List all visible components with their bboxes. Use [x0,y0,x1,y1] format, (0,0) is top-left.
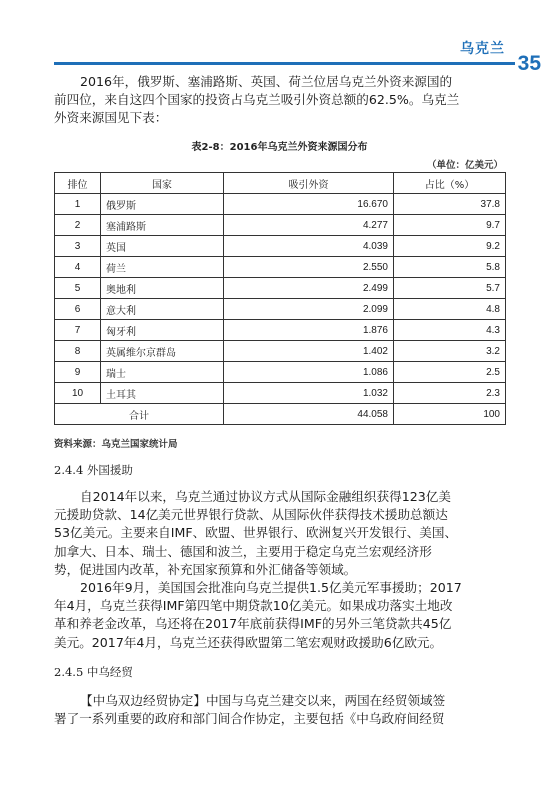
investment-cell: 2.550 [224,257,394,278]
table-row [55,362,506,383]
section-heading-china-ukraine-trade: 2.4.5 中乌经贸 [54,665,133,679]
total-share-cell: 100 [394,404,506,425]
text-line: 革和养老金改革，乌还将在2017年底前获得IMF的另外三笔贷款共45亿 [54,616,452,632]
column-header-share: 占比（%） [394,173,506,194]
column-header-investment: 吸引外资 [224,173,394,194]
header-title: 乌克兰 [460,41,505,57]
investment-cell: 1.086 [224,362,394,383]
text-line: 美元。2017年4月，乌克兰还获得欧盟第二笔宏观财政援助6亿欧元。 [54,634,443,650]
text-line: 元援助贷款、14亿美元世界银行贷款、从国际伙伴获得技术援助总额达 [54,507,448,523]
country-cell: 英国 [101,236,224,257]
share-cell: 3.2 [394,341,506,362]
table-row [55,383,506,404]
table-row [55,278,506,299]
total-investment-cell: 44.058 [224,404,394,425]
share-cell: 5.7 [394,278,506,299]
country-cell: 瑞士 [101,362,224,383]
share-cell: 9.7 [394,215,506,236]
text-line: 前四位，来自这四个国家的投资占乌克兰吸引外资总额的62.5%。乌克兰 [54,92,460,108]
share-cell: 37.8 [394,194,506,215]
share-cell: 9.2 [394,236,506,257]
rank-cell: 7 [55,320,101,341]
text-line: 外资来源国见下表： [54,110,168,126]
intro-paragraph [54,73,506,128]
country-cell: 土耳其 [101,383,224,404]
investment-cell: 1.402 [224,341,394,362]
column-header-rank: 排位 [55,173,101,194]
country-cell: 荷兰 [101,257,224,278]
total-label-cell: 合计 [55,404,224,425]
text-line: 【中乌双边经贸协定】中国与乌克兰建交以来，两国在经贸领域签 [80,693,446,708]
table-source-note: 资料来源：乌克兰国家统计局 [54,439,178,450]
text-line: 加拿大、日本、瑞士、德国和波兰，主要用于稳定乌克兰宏观经济形 [54,543,432,559]
investment-cell: 2.099 [224,299,394,320]
investment-cell: 4.277 [224,215,394,236]
investment-cell: 1.032 [224,383,394,404]
table-row [55,194,506,215]
foreign-aid-paragraph-2 [54,579,506,652]
rank-cell: 8 [55,341,101,362]
rank-cell: 4 [55,257,101,278]
table-total-row [55,404,506,425]
text-line: 势，促进国内改革，补充国家预算和外汇储备等领域。 [54,561,357,577]
foreign-aid-paragraph-1 [54,488,506,579]
rank-cell: 2 [55,215,101,236]
table-row [55,320,506,341]
country-cell: 英属维尔京群岛 [101,341,224,362]
text-line: 自2014年以来，乌克兰通过协议方式从国际金融组织获得123亿美 [80,489,451,504]
country-cell: 奥地利 [101,278,224,299]
country-cell: 俄罗斯 [101,194,224,215]
section-heading-foreign-aid: 2.4.4 外国援助 [54,463,133,477]
investment-cell: 16.670 [224,194,394,215]
table-row [55,299,506,320]
text-line: 2016年，俄罗斯、塞浦路斯、英国、荷兰位居乌克兰外资来源国的 [80,74,453,89]
share-cell: 2.5 [394,362,506,383]
column-header-country: 国家 [101,173,224,194]
table-row [55,257,506,278]
country-cell: 塞浦路斯 [101,215,224,236]
share-cell: 4.3 [394,320,506,341]
rank-cell: 6 [55,299,101,320]
rank-cell: 10 [55,383,101,404]
rank-cell: 5 [55,278,101,299]
china-ukraine-paragraph-1 [54,692,506,728]
rank-cell: 1 [55,194,101,215]
text-line: 年4月，乌克兰获得IMF第四笔中期贷款10亿美元。如果成功落实土地改 [54,598,453,614]
text-line: 署了一系列重要的政府和部门间合作协定，主要包括《中乌政府间经贸 [54,711,445,727]
investment-cell: 4.039 [224,236,394,257]
text-line: 53亿美元。主要来自IMF、欧盟、世界银行、欧洲复兴开发银行、美国、 [54,525,458,541]
share-cell: 4.8 [394,299,506,320]
table-header-row [55,173,506,194]
rank-cell: 3 [55,236,101,257]
header-rule [54,62,515,65]
table-caption: 表2-8：2016年乌克兰外资来源国分布 [191,142,368,153]
country-cell: 意大利 [101,299,224,320]
rank-cell: 9 [55,362,101,383]
table-row [55,236,506,257]
investment-cell: 1.876 [224,320,394,341]
investment-source-table [54,172,506,425]
table-unit: （单位：亿美元） [426,160,503,171]
investment-cell: 2.499 [224,278,394,299]
text-line: 2016年9月，美国国会批准向乌克兰提供1.5亿美元军事援助；2017 [80,580,462,595]
share-cell: 5.8 [394,257,506,278]
country-cell: 匈牙利 [101,320,224,341]
share-cell: 2.3 [394,383,506,404]
table-row [55,341,506,362]
table-row [55,215,506,236]
page-number: 35 [517,52,541,75]
